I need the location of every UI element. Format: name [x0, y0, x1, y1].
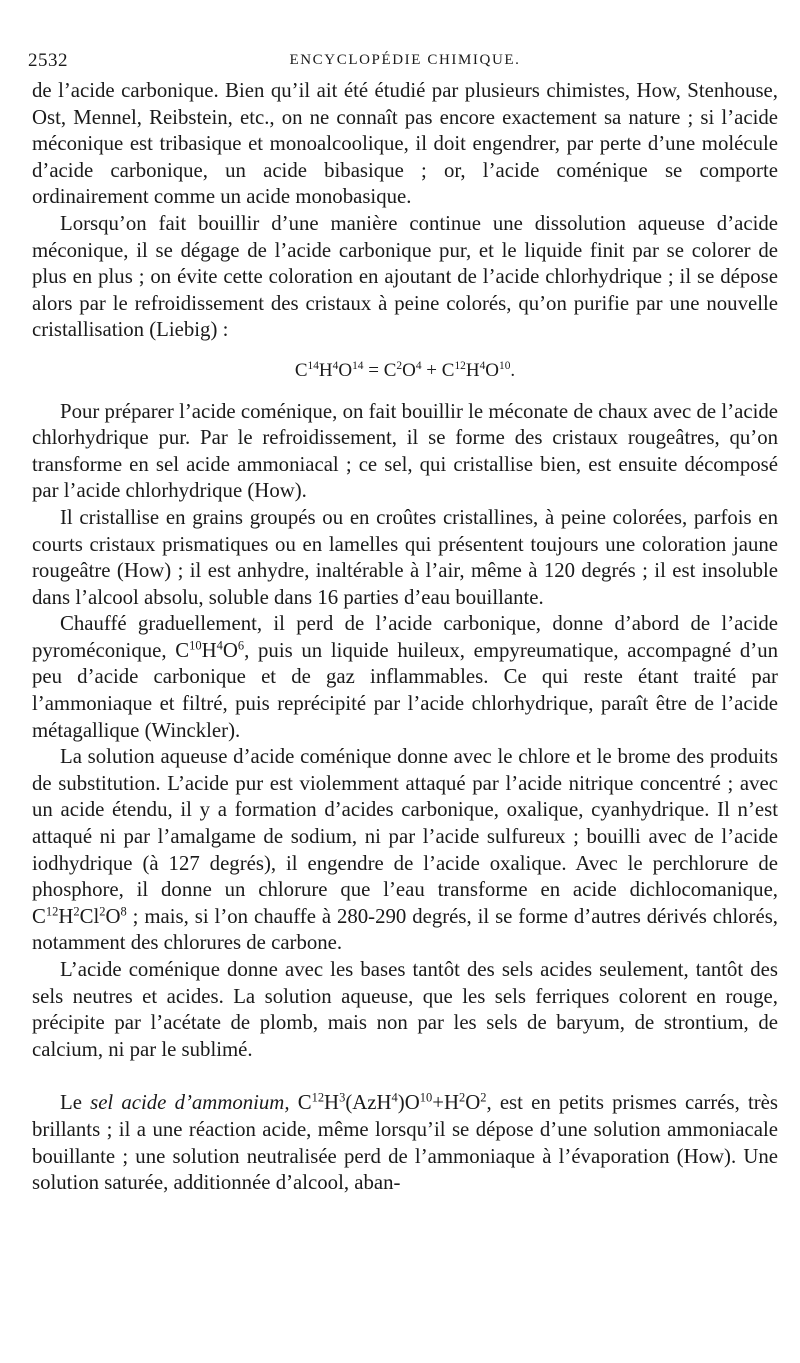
paragraph-preparation: Pour préparer l’acide coménique, on fait bouillir le méconate de chaux avec de l’acide chlorhydrique pur. Par le refroidissement, il se forme des cristaux rougeâtres, qu’on transforme en sel acide ammoniacal ; ce sel, qui cristallise bien, est ensuite décomposé par l’acide chlorhydrique (How). [32, 399, 778, 503]
body-text [32, 78, 778, 1197]
paragraph-continuation: de l’acide carbonique. Bien qu’il ait été étudié par plusieurs chimistes, How, Stenhouse, Ost, Mennel, Reibstein, etc., on ne connaît pas encore exactement sa nature ; si l’acide méconique est tribasique et monoalcoolique, il doit engendrer, par perte d’une molécule d’acide carbonique, un acide bibasique ; or, l’acide coménique se comporte ordinairement comme un acide monobasique. [32, 79, 778, 209]
page-number: 2532 [28, 50, 68, 71]
paragraph-boiling: Lorsqu’on fait bouillir d’une manière continue une dissolution aqueuse d’acide méconique, il se dégage de l’acide carbonique pur, et le liquide finit par se colorer de plus en plus ; on évite cette coloration en ajoutant de l’acide chlorhydrique ; il se dépose alors par le refroidissement des cristaux à peine colorés, qu’on purifie par une nouvelle cristallisation (Liebig) : [32, 211, 778, 342]
formula-decomposition: $C^{14}H^4O^{14} = C^2O^4 + C^{12}H^4O^{10}$. [294, 359, 516, 381]
formula-dichloro: $C^{12}H^2Cl^2O^8$ [32, 904, 127, 928]
salt-name: sel acide d’ammonium, [90, 1091, 290, 1115]
page-header [28, 50, 778, 78]
section-gap [32, 1063, 778, 1090]
paragraph-reactions: La solution aqueuse d’acide coménique donne avec le chlore et le brome des produits de substitution. L’acide pur est violemment attaqué par l’acide nitrique concentré ; avec un acide étendu, il y a formation d’acides carbonique, oxalique, cyanhydrique. Il n’est attaqué ni par l’amalgame de sodium, ni par l’acide sulfureux ; bouilli avec de l’acide iodhydrique (à 127 degrés), il engendre de l’acide oxalique. Avec le perchlorure de phosphore, il donne un chlorure que l’eau transforme en acide dichlocomanique, $C^{12}H^2Cl^2O^8$ ; mais, si l’on chauffe à 280-290 degrés, il se forme d’autres dérivés chlorés, notamment des chlorures de carbone. [32, 745, 778, 955]
formula-pyromeconic: $C^{10}H^4O^6$ [175, 638, 245, 662]
running-title: ENCYCLOPÉDIE CHIMIQUE. [289, 52, 521, 68]
paragraph-salts: L’acide coménique donne avec les bases tantôt des sels acides seulement, tantôt des sels neutres et acides. La solution aqueuse, que les sels ferriques colorent en rouge, précipite par l’acétate de plomb, mais non par les sels de baryum, de strontium, de calcium, ni par le sublimé. [32, 958, 778, 1061]
formula-ammonium: $C^{12}H^3(AzH^4)O^{10}+H^2O^2$ [297, 1090, 487, 1115]
paragraph-heating: Chauffé graduellement, il perd de l’acide carbonique, donne d’abord de l’acide pyroméconique, $C^{10}H^4O^6$, puis un liquide huileux, empyreumatique, accompagné d’un peu d’acide carbonique et de gaz inflammables. Ce qui reste étant traité par l’ammoniaque et filtré, puis reprécipité par l’acide chlorhydrique, paraît être de l’acide métagallique (Winckler). [32, 612, 778, 742]
paragraph-crystallization: Il cristallise en grains groupés ou en croûtes cristallines, à peine colorées, parfois en courts cristaux prismatiques ou en lamelles qui présentent toujours une coloration jaune rougeâtre (How) ; il est anhydre, inaltérable à l’air, même à 120 degrés ; il est insoluble dans l’alcool absolu, soluble dans 16 parties d’eau bouillante. [32, 505, 778, 609]
paragraph-ammonium-salt: Le sel acide d’ammonium, $C^{12}H^3(AzH^4)O^{10}+H^2O^2$, est en petits prismes carrés, très brillants ; il a une réaction acide, même lorsqu’il se dépose d’une solution ammoniacale bouillante ; une solution neutralisée perd de l’ammoniaque à l’évaporation (How). Une solution saturée, additionnée d’alcool, aban- [32, 1090, 778, 1195]
